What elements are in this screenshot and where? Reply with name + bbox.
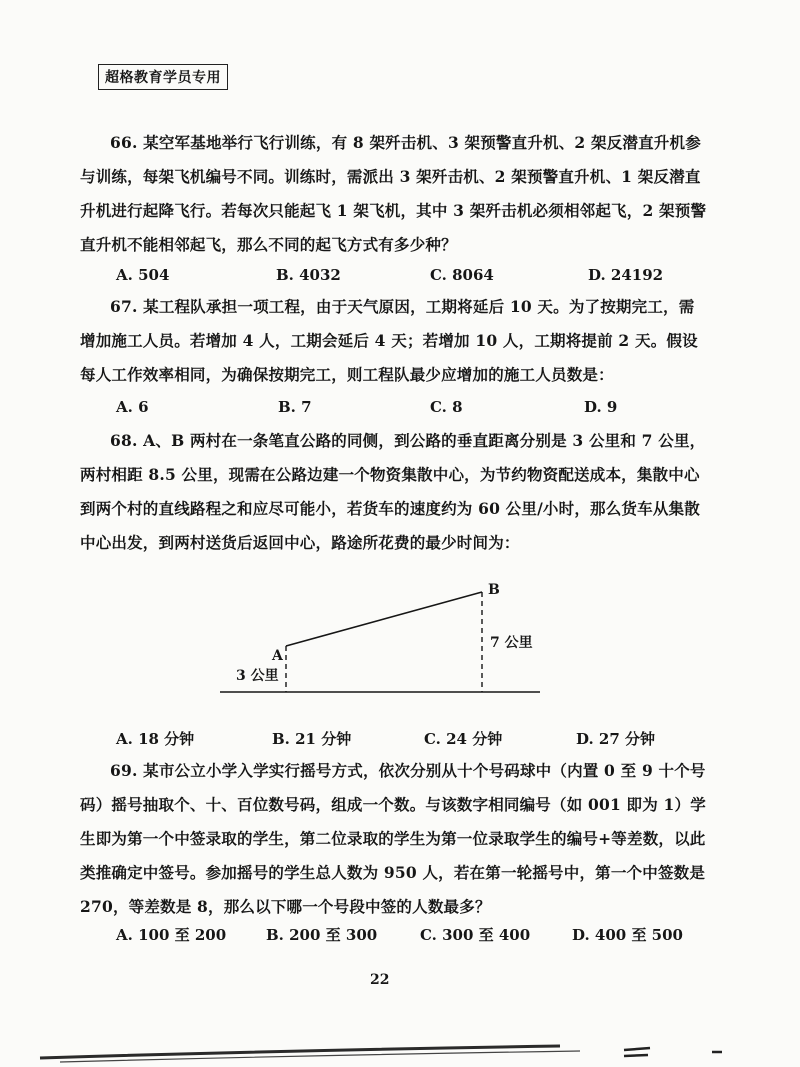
page-number: 22 <box>370 972 390 988</box>
options-68 <box>116 728 716 750</box>
option-a: A. 504 <box>116 266 170 284</box>
scan-stroke <box>624 1048 650 1050</box>
option-a: A. 100 至 200 <box>116 926 227 944</box>
label-a: A <box>272 648 283 664</box>
option-b: B. 7 <box>278 398 312 416</box>
option-c: C. 8064 <box>430 266 494 284</box>
option-d: D. 9 <box>584 398 618 416</box>
label-b: B <box>488 582 500 598</box>
scan-edge-marks <box>0 1040 800 1067</box>
scan-stroke <box>624 1055 648 1056</box>
header-stamp: 超格教育学员专用 <box>98 64 228 90</box>
option-c: C. 300 至 400 <box>420 926 531 944</box>
question-67: 67. 某工程队承担一项工程，由于天气原因，工期将延后 10 天。为了按期完工，需增加施工人员。若增加 4 人，工期会延后 4 天；若增加 10 人，工期将提前 2 天。假设每人工作效率相同，为确保按期完工，则工程队最少应增加的施工人员数是： <box>80 297 698 384</box>
options-69 <box>116 924 716 946</box>
option-c: C. 8 <box>430 398 463 416</box>
option-b: B. 200 至 300 <box>266 926 378 944</box>
options-67 <box>116 398 716 420</box>
option-d: D. 400 至 500 <box>572 926 683 944</box>
question-66: 66. 某空军基地举行飞行训练，有 8 架歼击机、3 架预警直升机、2 架反潜直升机参与训练，每架飞机编号不同。训练时，需派出 3 架歼击机、2 架预警直升机、1 架反潜直升机进行起降飞行。若每次只能起飞 1 架飞机，其中 3 架歼击机必须相邻起飞，2 架预警直升机不能相邻起飞，那么不同的起飞方式有多少种？ <box>80 133 707 254</box>
label-b-distance: 7 公里 <box>490 635 533 651</box>
option-b: B. 4032 <box>276 266 341 284</box>
option-b: B. 21 分钟 <box>272 730 352 748</box>
question-69: 69. 某市公立小学入学实行摇号方式，依次分别从十个号码球中（内置 0 至 9 十个号码）摇号抽取个、十、百位数号码，组成一个数。与该数字相同编号（如 001 即为 1）学生即为第一个中签录取的学生，第二位录取的学生为第一位录取学生的编号+等差数，以此类推确定中签号。参加摇号的学生总人数为 950 人，若在第一轮摇号中，第一个中签数是 270，等差数是 8，那么以下哪一个号段中签的人数最多？ <box>80 761 706 916</box>
option-d: D. 27 分钟 <box>576 730 656 748</box>
option-a: A. 18 分钟 <box>116 730 195 748</box>
label-a-distance: 3 公里 <box>236 668 279 684</box>
ab-segment <box>286 592 482 646</box>
option-a: A. 6 <box>116 398 149 416</box>
option-c: C. 24 分钟 <box>424 730 503 748</box>
option-d: D. 24192 <box>588 266 664 284</box>
options-66 <box>116 266 716 288</box>
question-68: 68. A、B 两村在一条笔直公路的同侧，到公路的垂直距离分别是 3 公里和 7 公里，两村相距 8.5 公里，现需在公路边建一个物资集散中心，为节约物资配送成本，集散中心到两个村的直线路程之和应尽可能小，若货车的速度约为 60 公里/小时，那么货车从集散中心出发，到两村送货后返回中心，路途所花费的最少时间为： <box>80 431 706 552</box>
village-road-diagram <box>210 570 550 710</box>
